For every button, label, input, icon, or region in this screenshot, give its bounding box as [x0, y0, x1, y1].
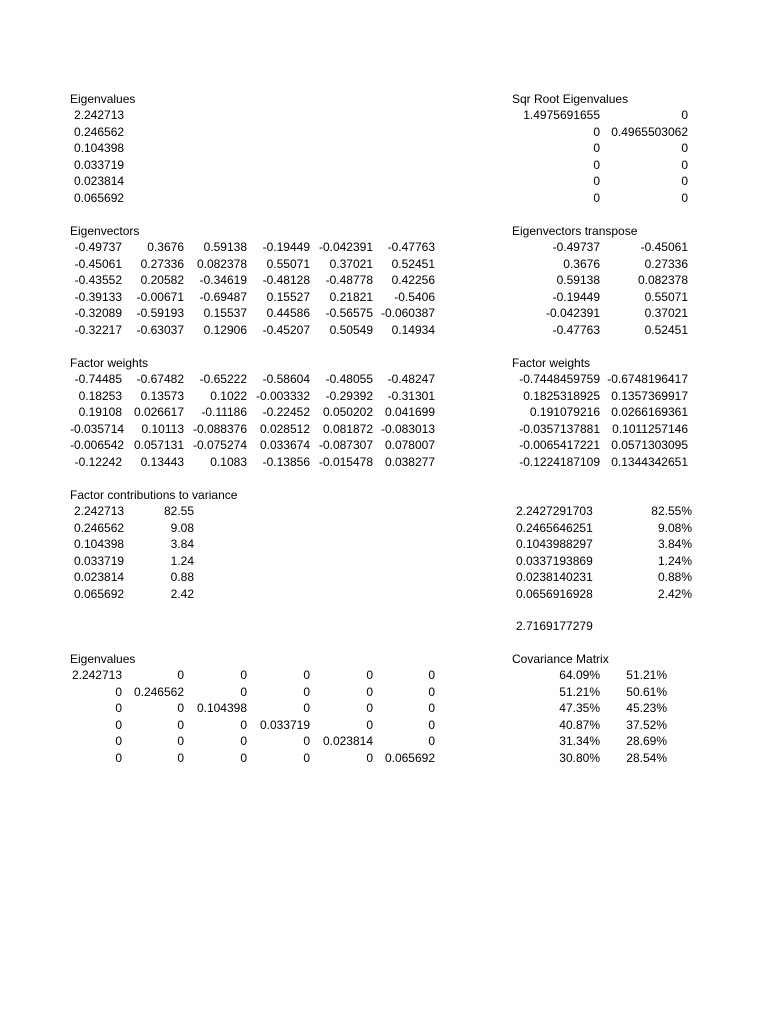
table-cell: 0.1083 [210, 454, 247, 469]
table-cell: 28.69% [626, 734, 667, 748]
table-cell: 0.44586 [266, 306, 310, 320]
table-row [70, 404, 435, 421]
table-row [70, 717, 435, 734]
table-cell: 0.0238140231 [516, 570, 593, 584]
table-cell: -0.19449 [552, 289, 600, 304]
table-cell: 0.1825318925 [523, 388, 600, 403]
table-cell: -0.6748196417 [607, 372, 688, 386]
table-cell: 0.2465646251 [516, 520, 593, 535]
table-cell: -0.65222 [199, 372, 247, 386]
table-cell: -0.083013 [380, 421, 435, 436]
table-cell: 0 [115, 701, 122, 715]
table-cell: 0.55071 [266, 256, 310, 271]
table-cell: -0.47763 [387, 240, 435, 254]
table-cell: 30.80% [559, 750, 600, 765]
table-cell: 0 [428, 717, 435, 732]
table-row [512, 536, 692, 553]
factor-weights-right-title: Factor weights [512, 356, 591, 370]
table-row [70, 289, 435, 306]
table-cell: -0.1224187109 [519, 454, 600, 469]
table-row [512, 700, 667, 717]
table-cell: 0.10113 [141, 421, 184, 436]
eigenvectors-section [70, 223, 435, 338]
table-cell: 0 [115, 750, 122, 765]
table-cell: 0 [177, 701, 184, 715]
table-cell: -0.32089 [74, 306, 122, 320]
table-row [70, 553, 237, 570]
table-cell: 0.50549 [329, 322, 373, 337]
table-row [70, 388, 435, 405]
table-row [512, 586, 692, 603]
table-cell: 0 [303, 750, 310, 765]
table-cell: 0 [593, 174, 600, 188]
table-cell: -0.015478 [318, 454, 373, 469]
table-cell: 0 [115, 684, 122, 699]
table-cell: 0.0571303095 [611, 438, 688, 452]
table-cell: 0.59138 [203, 240, 247, 254]
table-row [512, 717, 667, 734]
table-cell: -0.63037 [136, 322, 184, 337]
table-cell: -0.003332 [255, 388, 310, 403]
table-cell: 2.42 [170, 586, 194, 601]
table-cell: 0 [593, 190, 600, 205]
table-cell: 0.065692 [74, 586, 125, 601]
table-cell: 0.59138 [556, 273, 600, 287]
table-cell: 0 [303, 701, 310, 715]
table-cell: -0.0065417221 [519, 438, 600, 452]
list-item: 0.104398 [74, 141, 125, 155]
table-cell: 28.54% [626, 750, 667, 765]
table-cell: 0.3676 [563, 256, 600, 271]
table-row [512, 667, 667, 684]
table-cell: -0.32217 [74, 322, 122, 337]
table-row [512, 305, 688, 322]
table-cell: 0.026617 [133, 405, 184, 419]
table-row [512, 684, 667, 701]
table-cell: 0 [240, 668, 247, 682]
table-cell: 1.24% [657, 553, 692, 568]
factor-weights-title: Factor weights [70, 356, 149, 370]
table-cell: 0.191079216 [529, 405, 600, 419]
table-row [512, 454, 688, 471]
table-row [512, 322, 688, 339]
total-section [512, 618, 593, 635]
table-cell: 0 [303, 684, 310, 699]
table-cell: 51.21% [559, 684, 600, 699]
table-cell: 0.13443 [140, 454, 184, 469]
table-row [512, 256, 688, 273]
table-row [512, 404, 688, 421]
table-cell: 0.1043988297 [516, 537, 593, 551]
table-cell: -0.48055 [325, 372, 373, 386]
table-cell: 9.08% [657, 520, 692, 535]
table-cell: 0.88% [657, 570, 692, 584]
table-row [512, 173, 688, 190]
table-cell: 0 [366, 717, 373, 732]
covariance-section [512, 651, 667, 766]
table-cell: 0 [366, 750, 373, 765]
table-row [512, 421, 688, 438]
table-cell: 0.246562 [74, 520, 125, 535]
table-cell: 0 [115, 717, 122, 732]
table-row [512, 503, 692, 520]
table-row [70, 503, 237, 520]
factor-weights-table [70, 371, 435, 470]
table-row [512, 371, 688, 388]
table-row [70, 700, 435, 717]
eigen-matrix-section [70, 651, 435, 766]
table-row [512, 124, 688, 141]
eigen-matrix-title: Eigenvalues [70, 652, 136, 666]
table-cell: 0.033719 [259, 717, 310, 732]
table-cell: 0 [115, 734, 122, 748]
table-cell: -0.19449 [262, 240, 310, 254]
table-cell: 0.082378 [637, 273, 688, 287]
table-cell: 2.242713 [74, 504, 125, 518]
table-cell: 0.0337193869 [516, 553, 593, 568]
table-cell: 2.42% [657, 586, 692, 601]
table-row [512, 388, 688, 405]
table-cell: 3.84% [657, 537, 692, 551]
table-cell: -0.59193 [136, 306, 184, 320]
eigenvalues-list [70, 107, 135, 206]
table-row [512, 289, 688, 306]
total-value: 2.7169177279 [516, 619, 593, 633]
table-row [70, 454, 435, 471]
contributions-table [70, 503, 237, 602]
sqrt-eigenvalues-section [512, 91, 688, 206]
table-row [512, 520, 692, 537]
table-cell: 0 [593, 124, 600, 139]
list-item: 0.246562 [74, 124, 125, 139]
table-cell: 0 [366, 668, 373, 682]
table-cell: -0.39133 [74, 289, 122, 304]
table-cell: 0.15527 [266, 289, 310, 304]
table-cell: 0 [177, 668, 184, 682]
table-cell: 0.023814 [74, 570, 125, 584]
table-cell: -0.49737 [74, 240, 122, 254]
list-item: 0.065692 [74, 190, 125, 205]
contributions-right-table [512, 503, 692, 602]
table-cell: -0.43552 [74, 273, 122, 287]
table-cell: 0.52451 [391, 256, 435, 271]
table-cell: 0.028512 [259, 421, 310, 436]
table-row [70, 667, 435, 684]
table-cell: 0.038277 [384, 454, 435, 469]
table-cell: 0 [593, 157, 600, 172]
table-cell: 0.081872 [322, 421, 373, 436]
transpose-section [512, 223, 688, 338]
table-cell: 0.1344342651 [611, 454, 688, 469]
table-cell: -0.12242 [74, 454, 122, 469]
table-row [512, 107, 688, 124]
table-row [70, 272, 435, 289]
table-row [512, 437, 688, 454]
table-cell: -0.087307 [318, 438, 373, 452]
table-cell: 0.37021 [329, 256, 373, 271]
list-item: 2.242713 [74, 108, 125, 122]
table-row [70, 305, 435, 322]
table-cell: 0 [428, 701, 435, 715]
table-cell: 82.55 [163, 504, 194, 518]
table-cell: 0 [428, 684, 435, 699]
transpose-title: Eigenvectors transpose [512, 224, 638, 238]
table-row [70, 371, 435, 388]
table-cell: -0.0357137881 [519, 421, 600, 436]
table-cell: -0.5406 [394, 289, 435, 304]
table-row [70, 421, 435, 438]
table-cell: 37.52% [626, 717, 667, 732]
table-cell: 0.104398 [196, 701, 247, 715]
table-cell: -0.56575 [325, 306, 373, 320]
factor-weights-right-table [512, 371, 688, 470]
table-row [70, 536, 237, 553]
table-cell: 0.3676 [147, 240, 184, 254]
table-row [70, 437, 435, 454]
table-cell: -0.58604 [262, 372, 310, 386]
eigenvectors-title: Eigenvectors [70, 224, 140, 238]
table-row [70, 239, 435, 256]
table-row [70, 733, 435, 750]
table-cell: -0.45207 [262, 322, 310, 337]
table-cell: 45.23% [626, 701, 667, 715]
table-cell: 0.078007 [384, 438, 435, 452]
table-cell: 0.033719 [74, 553, 125, 568]
table-cell: 2.242713 [71, 668, 122, 682]
table-cell: -0.31301 [387, 388, 435, 403]
table-cell: 0.065692 [384, 750, 435, 765]
table-cell: 0.1011257146 [612, 421, 688, 436]
table-cell: 0.19108 [78, 405, 122, 419]
table-cell: -0.006542 [70, 438, 125, 452]
table-cell: 40.87% [559, 717, 600, 732]
table-cell: 0.18253 [78, 388, 122, 403]
table-cell: 0.1357369917 [611, 388, 688, 403]
table-cell: -0.042391 [545, 306, 600, 320]
table-cell: 0.104398 [74, 537, 125, 551]
contributions-right-section [512, 503, 692, 602]
table-row [70, 750, 435, 767]
table-cell: -0.13856 [262, 454, 310, 469]
table-cell: -0.69487 [199, 289, 247, 304]
table-cell: 0 [593, 141, 600, 155]
table-cell: -0.22452 [262, 405, 310, 419]
factor-weights-section [70, 355, 435, 470]
table-cell: 0 [681, 108, 688, 122]
table-cell: 51.21% [626, 668, 667, 682]
table-cell: 50.61% [626, 684, 667, 699]
table-cell: 0.12906 [203, 322, 247, 337]
table-cell: -0.47763 [552, 322, 600, 337]
table-cell: -0.035714 [70, 421, 125, 436]
table-cell: 64.09% [559, 668, 600, 682]
table-row [70, 586, 237, 603]
table-cell: 0 [303, 668, 310, 682]
table-cell: -0.49737 [552, 240, 600, 254]
table-cell: 0.88 [170, 570, 194, 584]
table-cell: 0 [177, 734, 184, 748]
contributions-title: Factor contributions to variance [70, 488, 238, 502]
table-cell: 0 [428, 734, 435, 748]
factor-weights-right-section [512, 355, 688, 470]
table-cell: 0 [366, 701, 373, 715]
table-cell: 0.42256 [391, 273, 435, 287]
covariance-table [512, 667, 667, 766]
table-cell: 0.023814 [322, 734, 373, 748]
table-cell: 0.1022 [210, 388, 247, 403]
table-row [512, 190, 688, 207]
table-cell: 0 [681, 174, 688, 188]
table-row [512, 750, 667, 767]
table-cell: 47.35% [559, 701, 600, 715]
table-cell: 0.27336 [140, 256, 184, 271]
eigen-matrix-table [70, 667, 435, 766]
covariance-title: Covariance Matrix [512, 652, 609, 666]
table-cell: -0.075274 [192, 438, 247, 452]
table-row [70, 256, 435, 273]
sqrt-eigenvalues-table [512, 107, 688, 206]
table-cell: 0.21821 [329, 289, 373, 304]
table-cell: 0.14934 [391, 322, 435, 337]
table-row [512, 733, 667, 750]
sqrt-eigenvalues-title: Sqr Root Eigenvalues [512, 92, 629, 106]
table-cell: 0 [240, 734, 247, 748]
transpose-table [512, 239, 688, 338]
table-cell: 31.34% [559, 734, 600, 748]
table-cell: 0.0656916928 [516, 586, 593, 601]
table-row [512, 239, 688, 256]
table-cell: 0 [681, 157, 688, 172]
table-cell: 0.246562 [133, 684, 184, 699]
table-cell: 0 [240, 717, 247, 732]
table-row [512, 157, 688, 174]
table-cell: 3.84 [170, 537, 194, 551]
table-cell: -0.45061 [74, 256, 122, 271]
table-cell: 0.057131 [133, 438, 184, 452]
table-cell: 0 [177, 717, 184, 732]
table-row [512, 272, 688, 289]
table-cell: -0.088376 [192, 421, 247, 436]
eigenvectors-table [70, 239, 435, 338]
table-cell: -0.00671 [136, 289, 184, 304]
table-cell: 0 [681, 141, 688, 155]
table-cell: 0.27336 [644, 256, 688, 271]
eigenvalues-section [70, 91, 135, 206]
table-cell: 0.13573 [140, 388, 184, 403]
table-cell: 0.55071 [644, 289, 688, 304]
table-cell: 0 [177, 750, 184, 765]
table-cell: -0.48128 [262, 273, 310, 287]
table-cell: -0.060387 [380, 306, 435, 320]
table-cell: 0 [366, 684, 373, 699]
table-cell: -0.7448459759 [519, 372, 600, 386]
table-row [70, 569, 237, 586]
eigenvalues-title: Eigenvalues [70, 92, 136, 106]
table-cell: 2.2427291703 [516, 504, 593, 518]
table-cell: 0.0266169361 [611, 405, 688, 419]
table-row [70, 520, 237, 537]
table-cell: 0.52451 [644, 322, 688, 337]
table-cell: 0.041699 [384, 405, 435, 419]
table-cell: 0 [240, 750, 247, 765]
table-row [512, 140, 688, 157]
table-cell: 0 [240, 684, 247, 699]
table-cell: 1.24 [170, 553, 194, 568]
table-cell: -0.48247 [387, 372, 435, 386]
table-cell: 0.050202 [322, 405, 373, 419]
table-cell: 1.4975691655 [523, 108, 600, 122]
table-cell: 82.55% [651, 504, 692, 518]
table-cell: 0.082378 [196, 256, 247, 271]
table-cell: -0.34619 [199, 273, 247, 287]
table-cell: -0.11186 [201, 405, 247, 419]
table-cell: -0.29392 [325, 388, 373, 403]
contributions-section [70, 487, 237, 602]
table-cell: -0.45061 [640, 240, 688, 254]
table-row [512, 569, 692, 586]
list-item: 0.033719 [74, 157, 125, 172]
table-row [512, 553, 692, 570]
table-cell: -0.74485 [74, 372, 122, 386]
table-cell: -0.48778 [325, 273, 373, 287]
table-cell: -0.042391 [318, 240, 373, 254]
table-cell: 0 [428, 668, 435, 682]
table-row [70, 322, 435, 339]
table-cell: 0.15537 [203, 306, 247, 320]
table-cell: 0.20582 [140, 273, 184, 287]
table-cell: 0.033674 [259, 438, 310, 452]
table-cell: 0.4965503062 [611, 124, 688, 139]
table-cell: 0 [303, 734, 310, 748]
table-cell: 0.37021 [644, 306, 688, 320]
table-cell: 0 [681, 190, 688, 205]
list-item: 0.023814 [74, 174, 125, 188]
table-cell: 9.08 [170, 520, 194, 535]
table-row [70, 684, 435, 701]
table-cell: -0.67482 [136, 372, 184, 386]
